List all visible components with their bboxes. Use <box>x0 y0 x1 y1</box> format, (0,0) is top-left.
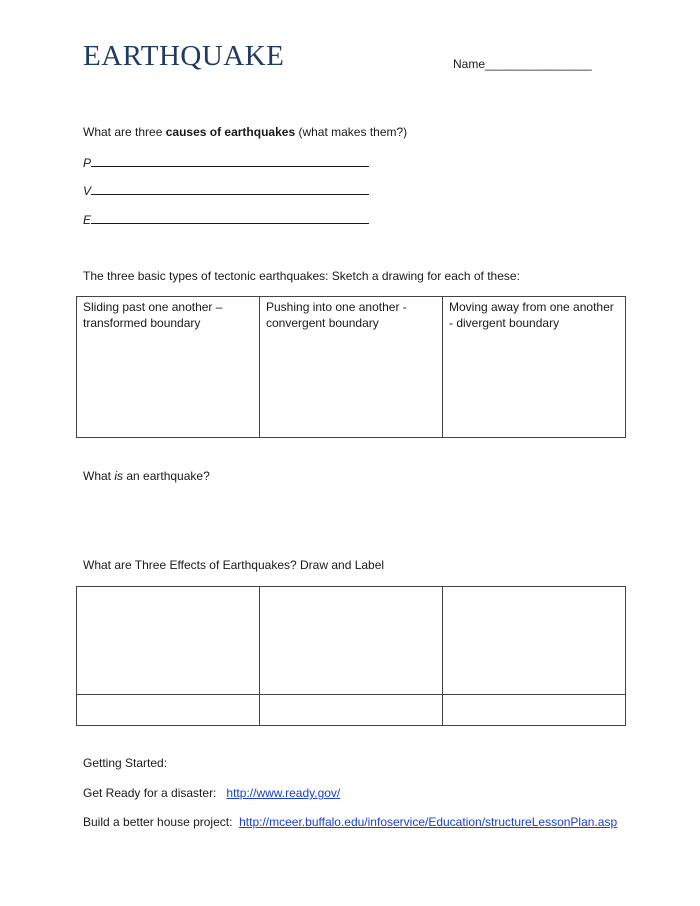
cause-letter-e: E <box>83 213 92 227</box>
cause-letter-v: V <box>83 184 92 198</box>
causes-question-suffix: (what makes them?) <box>295 125 408 139</box>
page-title: EARTHQUAKE <box>83 40 285 72</box>
tectonic-sketch-table <box>76 296 626 438</box>
tectonic-prompt: The three basic types of tectonic earthquakes: Sketch a drawing for each of these: <box>83 269 520 283</box>
effect-label-cell[interactable] <box>260 695 443 726</box>
sketch-cell-convergent[interactable] <box>260 297 443 438</box>
sketch-cell-label: Moving away from one another - divergent boundary <box>449 300 614 330</box>
what-is-italic: is <box>114 469 124 483</box>
answer-line <box>91 154 369 167</box>
what-is-prefix: What <box>83 469 115 483</box>
sketch-cell-label: Sliding past one another – transformed boundary <box>83 300 223 330</box>
name-field-label: Name________________ <box>453 57 592 71</box>
causes-question <box>83 125 407 139</box>
sketch-cell-label: Pushing into one another - convergent boundary <box>266 300 407 330</box>
effects-drawing-table <box>76 586 626 726</box>
answer-line <box>91 182 369 195</box>
effect-drawing-cell[interactable] <box>443 587 626 695</box>
what-is-suffix: an earthquake? <box>123 469 210 483</box>
what-is-question <box>83 469 210 483</box>
effects-prompt: What are Three Effects of Earthquakes? Draw and Label <box>83 558 385 572</box>
house-label: Build a better house project: <box>83 815 233 829</box>
cause-blank-p[interactable] <box>83 154 369 170</box>
effect-label-cell[interactable] <box>77 695 260 726</box>
ready-gov-link[interactable]: http://www.ready.gov/ <box>226 786 341 800</box>
causes-question-prefix: What are three <box>83 125 166 139</box>
mceer-lesson-link[interactable]: http://mceer.buffalo.edu/infoservice/Education/structureLessonPlan.asp <box>239 815 618 829</box>
causes-question-bold: causes of earthquakes <box>165 125 296 139</box>
effect-label-cell[interactable] <box>443 695 626 726</box>
sketch-cell-transform[interactable] <box>77 297 260 438</box>
effect-drawing-cell[interactable] <box>77 587 260 695</box>
cause-blank-v[interactable] <box>83 182 369 198</box>
answer-line <box>91 211 369 224</box>
house-line <box>83 815 617 829</box>
ready-line <box>83 786 340 800</box>
ready-label: Get Ready for a disaster: <box>83 786 217 800</box>
effect-drawing-cell[interactable] <box>260 587 443 695</box>
cause-letter-p: P <box>83 156 92 170</box>
sketch-cell-divergent[interactable] <box>443 297 626 438</box>
getting-started-heading: Getting Started: <box>83 756 168 770</box>
cause-blank-e[interactable] <box>83 211 369 227</box>
